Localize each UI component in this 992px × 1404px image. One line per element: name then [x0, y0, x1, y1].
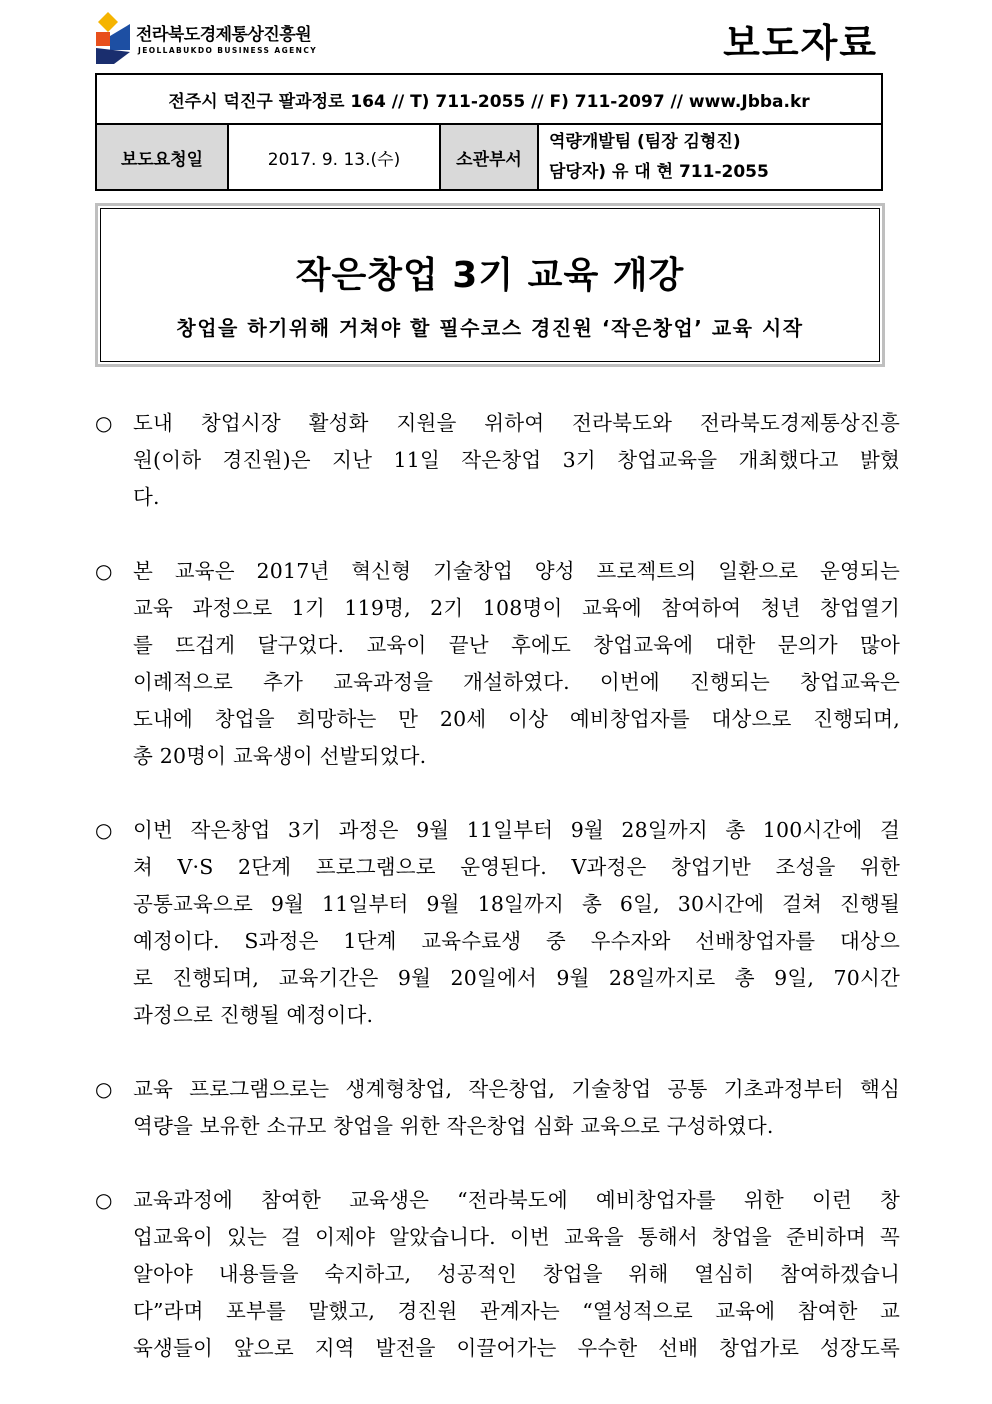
org-name: 전라북도경제통상진흥원: [136, 25, 312, 45]
paragraph-line: 도내에 창업을 희망하는 만 20세 이상 예비창업자를 대상으로 진행되며,: [133, 707, 900, 731]
paragraph-line: 교육과정에 참여한 교육생은 “전라북도에 예비창업자를 위한 이런 창: [133, 1188, 900, 1212]
release-date-value: 2017. 9. 13.(수): [228, 124, 440, 190]
bullet-marker: ○: [95, 1077, 113, 1101]
department-value: [538, 124, 882, 190]
bullet-marker: ○: [95, 818, 113, 842]
headline-title: 작은창업 3기 교육 개강: [295, 255, 685, 296]
paragraph-3: [95, 812, 900, 1034]
bullet-marker: ○: [95, 559, 113, 583]
document-header: [0, 0, 992, 72]
headline-subtitle: 창업을 하기위해 거쳐야 할 필수코스 경진원 ‘작은창업’ 교육 시작: [176, 316, 804, 340]
article-body: [95, 405, 900, 1404]
department-label: 소관부서: [440, 124, 538, 190]
bullet-marker: ○: [95, 1188, 113, 1212]
paragraph-line: 도내 창업시장 활성화 지원을 위하여 전라북도와 전라북도경제통상진흥: [133, 411, 900, 435]
paragraph-line: 이례적으로 추가 교육과정을 개설하였다. 이번에 진행되는 창업교육은: [133, 670, 900, 694]
paragraph-5: [95, 1182, 900, 1367]
paragraph-line: 역량을 보유한 소규모 창업을 위한 작은창업 심화 교육으로 구성하였다.: [133, 1114, 774, 1138]
paragraph-line: 과정으로 진행될 예정이다.: [133, 1003, 374, 1027]
document-type-title: 보도자료: [723, 21, 878, 65]
paragraph-line: 본 교육은 2017년 혁신형 기술창업 양성 프로젝트의 일환으로 운영되는: [133, 559, 900, 583]
paragraph-line: 교육 프로그램으로는 생계형창업, 작은창업, 기술창업 공통 기초과정부터 핵심: [133, 1077, 900, 1101]
org-english-name: JEOLLABUKDO BUSINESS AGENCY: [138, 46, 318, 55]
headline-box: [95, 203, 885, 367]
paragraph-line: 이번 작은창업 3기 과정은 9월 11일부터 9월 28일까지 총 100시간에 걸: [133, 818, 900, 842]
paragraph-line: 업교육이 있는 걸 이제야 알았습니다. 이번 교육을 통해서 창업을 준비하며 꼭: [133, 1225, 900, 1249]
department-contact: 담당자) 유 대 현 711-2055: [549, 162, 769, 182]
paragraph-1: [95, 405, 900, 516]
paragraph-line: 다”라며 포부를 말했고, 경진원 관계자는 “열성적으로 교육에 참여한 교: [133, 1299, 900, 1323]
paragraph-line: 공통교육으로 9월 11일부터 9월 18일까지 총 6일, 30시간에 걸쳐 진행될: [133, 892, 900, 916]
paragraph-line: 교육 과정으로 1기 119명, 2기 108명이 교육에 참여하여 청년 창업열기: [133, 596, 900, 620]
org-logo-mark-icon: [94, 10, 136, 66]
paragraph-line: 로 진행되며, 교육기간은 9월 20일에서 9월 28일까지로 총 9일, 70시간: [133, 966, 900, 990]
paragraph-line: 육생들이 앞으로 지역 발전을 이끌어가는 우수한 선배 창업가로 성장도록: [133, 1336, 900, 1360]
paragraph-2: [95, 553, 900, 775]
contact-info-table: [95, 73, 883, 191]
paragraph-line: 원(이하 경진원)은 지난 11일 작은창업 3기 창업교육을 개최했다고 밝혔: [133, 448, 900, 472]
paragraph-line: 쳐 V·S 2단계 프로그램으로 운영된다. V과정은 창업기반 조성을 위한: [133, 855, 900, 879]
paragraph-line: 총 20명이 교육생이 선발되었다.: [133, 744, 427, 768]
paragraph-line: 다.: [133, 485, 160, 509]
paragraph-line: 예정이다. S과정은 1단계 교육수료생 중 우수자와 선배창업자를 대상으: [133, 929, 900, 953]
paragraph-4: [95, 1071, 900, 1145]
headline-inner-frame: [100, 208, 880, 362]
bullet-marker: ○: [95, 411, 113, 435]
org-logo: [94, 10, 394, 66]
address-line: 전주시 덕진구 팔과정로 164 // T) 711-2055 // F) 711-2097 // www.Jbba.kr: [96, 74, 882, 124]
department-team: 역량개발팀 (팀장 김형진): [549, 132, 741, 152]
paragraph-line: 를 뜨겁게 달구었다. 교육이 끝난 후에도 창업교육에 대한 문의가 많아: [133, 633, 900, 657]
paragraph-line: 알아야 내용들을 숙지하고, 성공적인 창업을 위해 열심히 참여하겠습니: [133, 1262, 900, 1286]
release-date-label: 보도요청일: [96, 124, 228, 190]
